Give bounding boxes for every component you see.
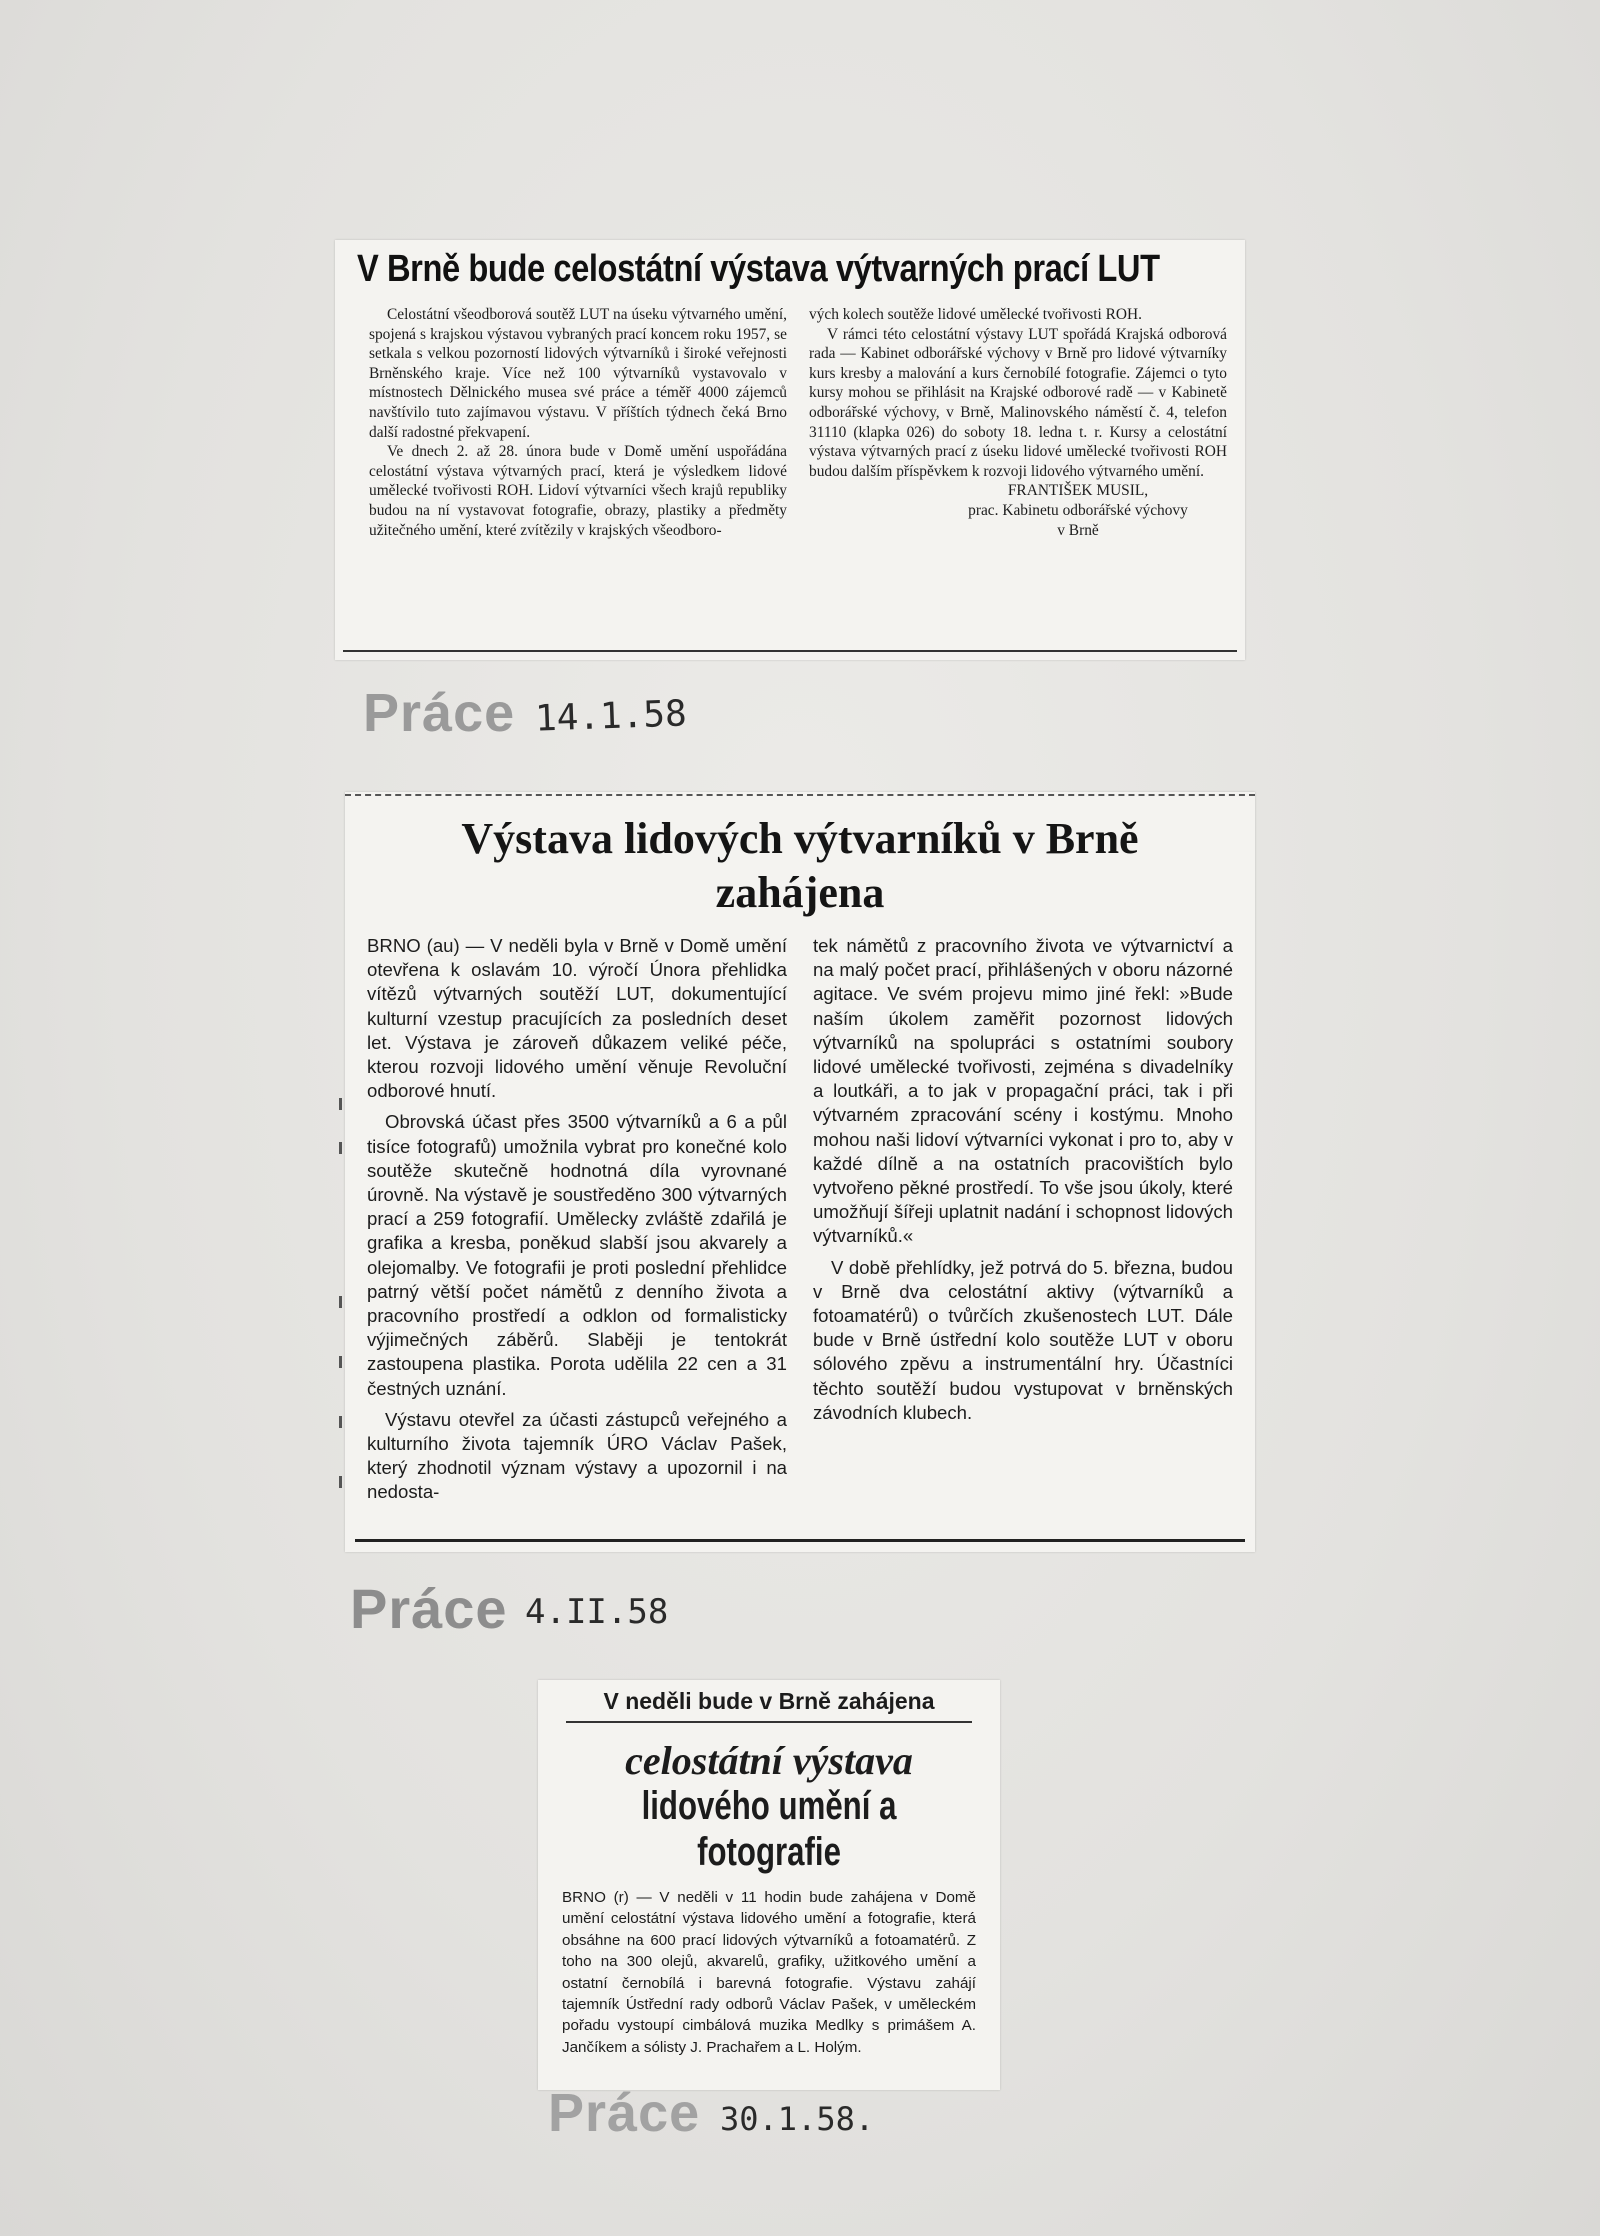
article-paragraph: V době přehlídky, jež potrvá do 5. března, budou v Brně dva celostátní aktivy (výtvarníků a fotoamatérů) o tvůrčích zkušenostech LUT. Dále bude v Brně ústřední kolo soutěže LUT v oboru sólového zpěvu a instrumentální hry. Účastníci těchto soutěží budou vystupovat v brněnských závodních klubech.	[813, 1256, 1233, 1423]
article-paragraph: tek námětů z pracovního života ve výtvarnictví a na malý počet prací, přihlášených v oboru názorné agitace. Ve svém projevu mimo jiné řekl: »Bude naším úkolem zaměřit pozornost lidových výtvarníků na spolupráci s ostatními soubory lidové umělecké tvořivosti, zejména s divadelníky a loutkáři, a to jak v propagační práci, tak i při výtvarném zpracování scény i kostýmu. Mnoho mohou naši lidoví výtvarníci vykonat i pro to, aby v každé dílně a na ostatních pracovištích bylo vytvořeno pěkné prostředí. To vše jsou úkoly, které umožňují šířeji uplatnit nadání i schopnost lidových výtvarníků.«	[813, 935, 1233, 1247]
clipping-1-column-right	[809, 305, 1227, 540]
clipping-1-headline: V Brně bude celostátní výstava výtvarných prací LUT	[357, 248, 1160, 290]
clipping-2-headline-line-1: Výstava lidových výtvarníků v Brně	[461, 814, 1139, 863]
clipping-3-headline-line-2: lidového umění a fotografie	[641, 1784, 897, 1874]
newspaper-stamp-3: Práce	[548, 2083, 701, 2143]
author-name: FRANTIŠEK MUSIL,	[1007, 482, 1149, 500]
article-paragraph: Výstavu otevřel za účasti zástupců veřejného a kulturního života tajemník ÚRO Václav Pašek, který zhodnotil význam výstavy a upozornil i na nedosta-	[367, 1408, 787, 1503]
clipping-1-columns	[335, 291, 1245, 540]
clipping-2-headline-line-2: zahájena	[715, 868, 885, 917]
author-place: v Brně	[1057, 521, 1099, 539]
margin-mark	[339, 1142, 342, 1154]
clipping-1-bottom-rule	[343, 650, 1237, 652]
article-paragraph: Ve dnech 2. až 28. února bude v Domě umění uspořádána celostátní výstava výtvarných prací, která je výsledkem lidové umělecké tvořivosti ROH. Lidoví výtvarníci všech krajů republiky budou na ní vystavovat fotografie, obrazy, plastiky a předměty užitečného umění, které zvítězily v krajských všeodboro-	[369, 443, 787, 539]
clipping-1-column-left	[369, 305, 787, 540]
newspaper-stamp-2: Práce	[350, 1577, 508, 1640]
article-paragraph: BRNO (au) — V neděli byla v Brně v Domě umění otevřena k oslavám 10. výročí Února přehlidka vítězů výtvarných soutěží LUT, dokumentující kulturní vzestup pracujících za posledních deset let. Výstava je zároveň důkazem veliké péče, kterou rozvoji lidového umění věnuje Revoluční odborové hnutí.	[367, 935, 787, 1102]
article-paragraph: vých kolech soutěže lidové umělecké tvořivosti ROH.	[809, 306, 1142, 323]
margin-mark	[339, 1296, 342, 1308]
clipping-3-kicker: V neděli bude v Brně zahájena	[603, 1688, 935, 1714]
clipping-3-headline-line-1: celostátní výstava	[625, 1738, 913, 1783]
margin-mark	[339, 1356, 342, 1368]
clipping-2-headline	[345, 792, 1255, 920]
article-paragraph: V rámci této celostátní výstavy LUT spořádá Krajská odborová rada — Kabinet odborářské výchovy v Brně pro lidové výtvarníky kurs kresby a malování a kurs černobílé fotografie. Zájemci o tyto kursy mohou se přihlásit na Krajské odborové radě — v Kabinetě odborářské výchovy, v Brně, Malinovského náměstí č. 4, telefon 31110 (klapka 026) do soboty 18. ledna t. r. Kursy a celostátní výstava výtvarných prací z úseku lidové umělecké tvořivosti ROH budou dalším příspěvkem k rozvoji lidového výtvarného umění.	[809, 325, 1227, 480]
handwritten-date-2: 4.II.58	[525, 1592, 669, 1632]
news-clipping-2	[345, 792, 1255, 1552]
margin-mark	[339, 1416, 342, 1428]
article-paragraph: Obrovská účast přes 3500 výtvarníků a 6 a půl tisíce fotografů) umožnila vybrat pro konečné kolo soutěže skutečně hodnotná díla vyrovnané úrovně. Na výstavě je soustředěno 300 výtvarných prací a 259 fotografií. Umělecky zvláště zdařilá je grafika a kresba, poněkud slabší jsou akvarely a olejomalby. Ve fotografii je proti poslední přehlidce patrný větší počet námětů z denního života a pracovního prostředí a odklon od formalisticky výjimečných záběrů. Slaběji je tentokrát zastoupena plastika. Porota udělila 22 cen a 31 čestných uznání.	[367, 1111, 787, 1399]
clipping-3-kicker-rule	[566, 1721, 972, 1723]
clipping-2-columns	[345, 920, 1255, 1512]
clipping-2-column-right	[813, 934, 1233, 1512]
margin-mark	[339, 1098, 342, 1110]
newspaper-stamp-1: Práce	[363, 683, 516, 743]
news-clipping-3	[538, 1680, 1000, 2090]
clipping-2-column-left	[367, 934, 787, 1512]
clipping-3-body: BRNO (r) — V neděli v 11 hodin bude zahájena v Domě umění celostátní výstava lidového umění a fotografie, která obsáhne na 600 prací lidových výtvarníků a fotoamatérů. Z toho na 300 olejů, akvarelů, grafiky, užitkového umění a ostatní černobílá i barevná fotografie. Výstavu zahájí tajemník Ústřední rady odborů Václav Pašek, v uměleckém pořadu vystoupí cimbálová muzika Medlky s primášem A. Jančíkem a sólisty J. Prachařem a L. Holým.	[562, 1889, 976, 2056]
handwritten-date-1: 14.1.58	[534, 693, 688, 740]
handwritten-date-3: 30.1.58.	[720, 2100, 875, 2138]
clipping-2-bottom-rule	[355, 1539, 1245, 1542]
clipping-2-top-rule	[345, 794, 1255, 796]
news-clipping-1	[335, 240, 1245, 660]
article-paragraph: Celostátní všeodborová soutěž LUT na úseku výtvarného umění, spojená s krajskou výstavou vybraných prací koncem roku 1957, se setkala s velkou pozorností lidových výtvarníků i široké veřejnosti Brněnského kraje. Více než 100 výtvarníků vystavovalo v místnostech Dělnického musea své práce a téměř 4000 zájemců navštívilo tuto zajímavou výstavu. V příštích týdnech čeká Brno další radostné překvapení.	[369, 306, 787, 441]
author-role: prac. Kabinetu odborářské výchovy	[968, 501, 1188, 519]
margin-mark	[339, 1476, 342, 1488]
